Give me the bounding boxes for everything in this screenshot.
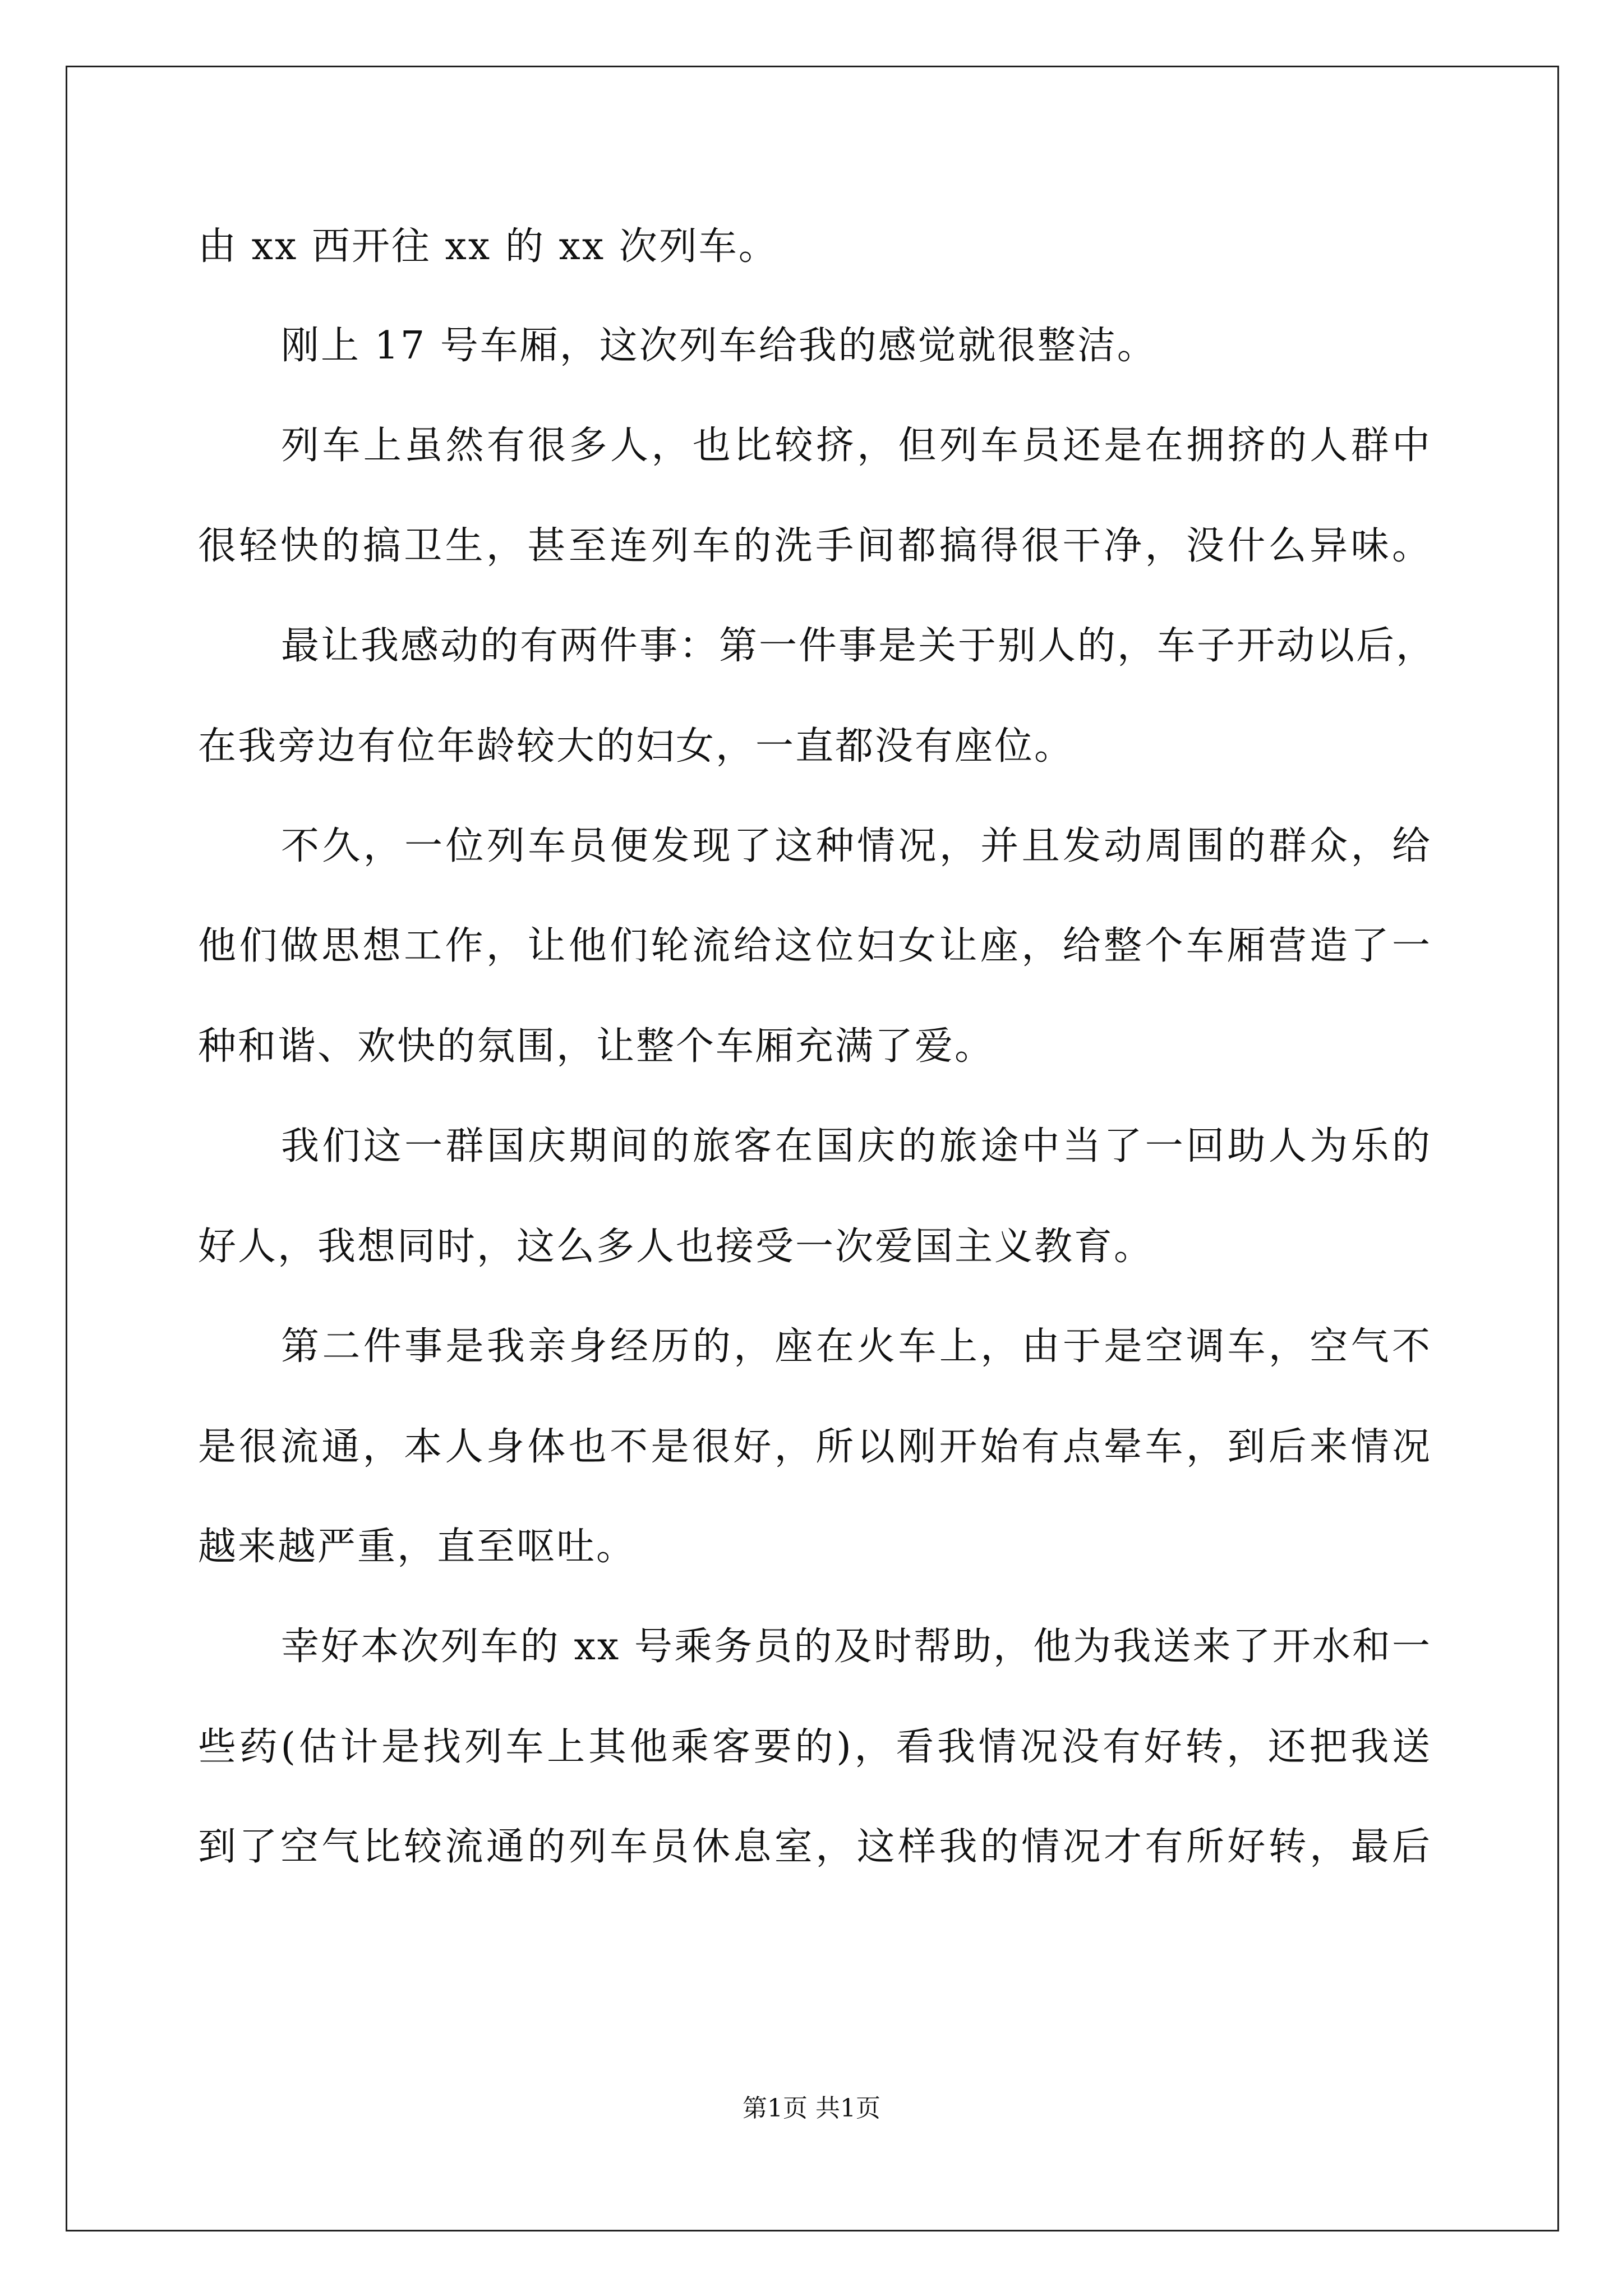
text-line: 由 xx 西开往 xx 的 xx 次列车。 bbox=[198, 224, 778, 269]
text-line: 好人，我想同时，这么多人也接受一次爱国主义教育。 bbox=[198, 1225, 1154, 1269]
text-line: 不久，一位列车员便发现了这种情况，并且发动周围的群众，给 bbox=[281, 824, 1432, 868]
text-line: 些药(估计是找列车上其他乘客要的)，看我情况没有好转，还把我送 bbox=[198, 1725, 1432, 1769]
text-line: 很轻快的搞卫生，甚至连列车的洗手间都搞得很干净，没什么异味。 bbox=[198, 524, 1432, 568]
text-line: 在我旁边有位年龄较大的妇女，一直都没有座位。 bbox=[198, 724, 1075, 769]
text-line: 我们这一群国庆期间的旅客在国庆的旅途中当了一回助人为乐的 bbox=[281, 1124, 1432, 1168]
text-line: 第二件事是我亲身经历的，座在火车上，由于是空调车，空气不 bbox=[281, 1324, 1432, 1369]
text-line: 种和谐、欢快的氛围，让整个车厢充满了爱。 bbox=[198, 1024, 995, 1069]
text-line: 到了空气比较流通的列车员休息室，这样我的情况才有所好转，最后 bbox=[198, 1825, 1432, 1869]
text-line: 列车上虽然有很多人，也比较挤，但列车员还是在拥挤的人群中 bbox=[281, 424, 1432, 468]
text-line: 他们做思想工作，让他们轮流给这位妇女让座，给整个车厢营造了一 bbox=[198, 924, 1432, 968]
text-line: 幸好本次列车的 xx 号乘务员的及时帮助，他为我送来了开水和一 bbox=[281, 1625, 1432, 1669]
text-line: 最让我感动的有两件事：第一件事是关于别人的，车子开动以后， bbox=[281, 624, 1436, 668]
text-line: 是很流通，本人身体也不是很好，所以刚开始有点晕车，到后来情况 bbox=[198, 1425, 1432, 1469]
text-line: 刚上 17 号车厢，这次列车给我的感觉就很整洁。 bbox=[281, 324, 1157, 368]
text-line: 越来越严重，直至呕吐。 bbox=[198, 1525, 637, 1569]
page-number-footer: 第1页 共1页 bbox=[743, 2094, 880, 2123]
